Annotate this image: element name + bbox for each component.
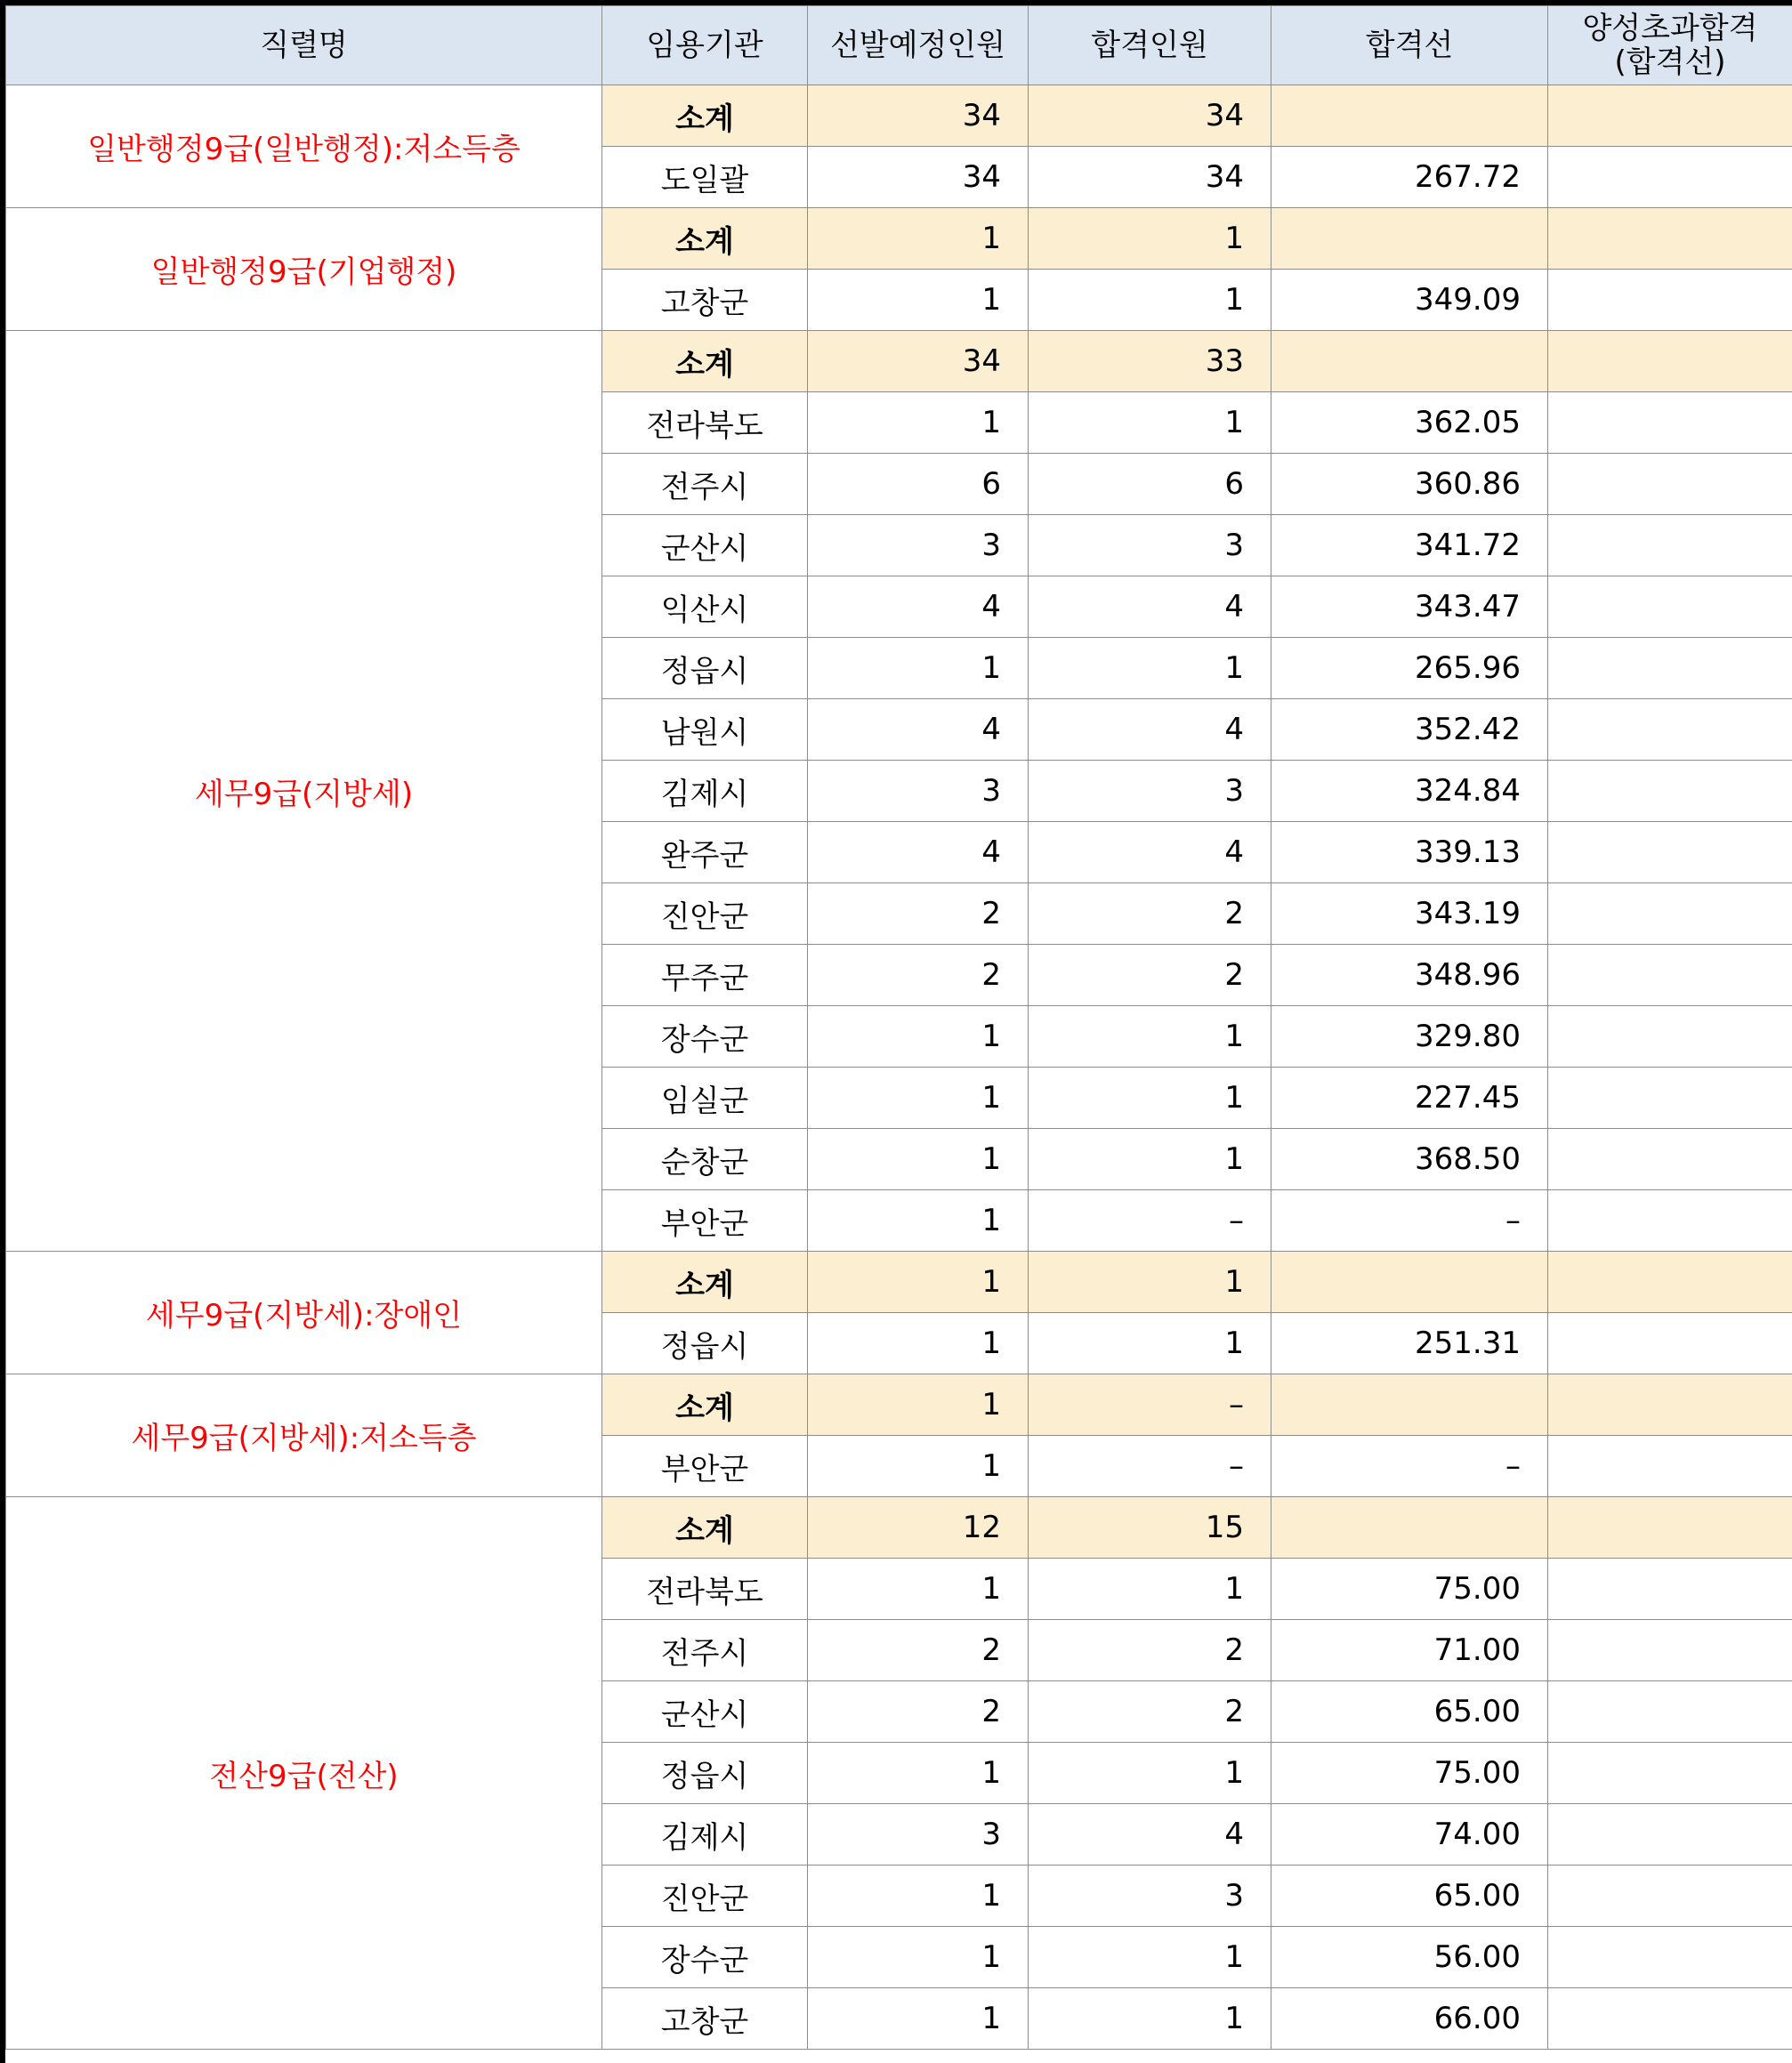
agency-cell: 전라북도 — [602, 1559, 808, 1620]
extra-pass-cell — [1548, 147, 1792, 208]
passed-count-cell: 1 — [1029, 1988, 1271, 2050]
table-row — [6, 331, 1792, 392]
header-row — [6, 6, 1792, 85]
cutoff-score-cell: 362.05 — [1271, 392, 1548, 454]
agency-cell: 소계 — [602, 208, 808, 270]
cutoff-score-cell: 267.72 — [1271, 147, 1548, 208]
agency-cell: 진안군 — [602, 1866, 808, 1927]
cutoff-score-cell: 329.80 — [1271, 1006, 1548, 1068]
cutoff-score-cell: 343.47 — [1271, 576, 1548, 638]
planned-count-cell: 1 — [808, 1988, 1029, 2050]
passed-count-cell: 1 — [1029, 1313, 1271, 1374]
extra-pass-cell — [1548, 761, 1792, 822]
planned-count-cell: 2 — [808, 945, 1029, 1006]
extra-pass-cell — [1548, 822, 1792, 883]
planned-count-cell: 1 — [808, 1927, 1029, 1988]
agency-cell: 진안군 — [602, 883, 808, 945]
extra-pass-cell — [1548, 1866, 1792, 1927]
agency-cell: 정읍시 — [602, 638, 808, 699]
agency-cell: 장수군 — [602, 1927, 808, 1988]
extra-pass-cell — [1548, 1988, 1792, 2050]
passed-count-cell: 6 — [1029, 454, 1271, 515]
planned-count-cell: 3 — [808, 1804, 1029, 1866]
planned-count-cell: 12 — [808, 1497, 1029, 1559]
extra-pass-cell — [1548, 1006, 1792, 1068]
planned-count-cell: 4 — [808, 699, 1029, 761]
passed-count-cell: 34 — [1029, 85, 1271, 147]
planned-count-cell: 1 — [808, 208, 1029, 270]
extra-pass-cell — [1548, 1436, 1792, 1497]
passed-count-cell: 1 — [1029, 208, 1271, 270]
position-name-cell: 일반행정9급(기업행정) — [6, 208, 602, 331]
cutoff-score-cell — [1271, 331, 1548, 392]
passed-count-cell: 4 — [1029, 1804, 1271, 1866]
passed-count-cell: 1 — [1029, 270, 1271, 331]
results-table — [5, 5, 1792, 2050]
passed-count-cell: 1 — [1029, 1927, 1271, 1988]
extra-pass-cell — [1548, 1804, 1792, 1866]
planned-count-cell: 1 — [808, 1559, 1029, 1620]
extra-pass-cell — [1548, 208, 1792, 270]
passed-count-cell: 1 — [1029, 392, 1271, 454]
agency-cell: 소계 — [602, 85, 808, 147]
planned-count-cell: 1 — [808, 638, 1029, 699]
passed-count-cell: 3 — [1029, 515, 1271, 576]
passed-count-cell: 1 — [1029, 1252, 1271, 1313]
table-row — [6, 1374, 1792, 1436]
agency-cell: 소계 — [602, 1497, 808, 1559]
agency-cell: 군산시 — [602, 1681, 808, 1743]
cutoff-score-cell: 349.09 — [1271, 270, 1548, 331]
extra-pass-cell — [1548, 1374, 1792, 1436]
extra-pass-cell — [1548, 1129, 1792, 1190]
extra-pass-cell — [1548, 1620, 1792, 1681]
planned-count-cell: 34 — [808, 85, 1029, 147]
cutoff-score-cell: 75.00 — [1271, 1559, 1548, 1620]
cutoff-score-cell: 227.45 — [1271, 1068, 1548, 1129]
agency-cell: 전라북도 — [602, 392, 808, 454]
cutoff-score-cell: 368.50 — [1271, 1129, 1548, 1190]
agency-cell: 완주군 — [602, 822, 808, 883]
table-body — [6, 85, 1792, 2050]
planned-count-cell: 1 — [808, 1252, 1029, 1313]
agency-cell: 고창군 — [602, 270, 808, 331]
passed-count-cell: 34 — [1029, 147, 1271, 208]
agency-cell: 고창군 — [602, 1988, 808, 2050]
planned-count-cell: 4 — [808, 822, 1029, 883]
agency-cell: 정읍시 — [602, 1743, 808, 1804]
cutoff-score-cell: – — [1271, 1436, 1548, 1497]
passed-count-cell: 1 — [1029, 1068, 1271, 1129]
agency-cell: 남원시 — [602, 699, 808, 761]
planned-count-cell: 1 — [808, 1743, 1029, 1804]
cutoff-score-cell: 66.00 — [1271, 1988, 1548, 2050]
cutoff-score-cell — [1271, 208, 1548, 270]
passed-count-cell: 3 — [1029, 761, 1271, 822]
planned-count-cell: 1 — [808, 1006, 1029, 1068]
planned-count-cell: 1 — [808, 392, 1029, 454]
extra-pass-cell — [1548, 1743, 1792, 1804]
extra-pass-cell — [1548, 515, 1792, 576]
extra-pass-cell — [1548, 1190, 1792, 1252]
extra-pass-cell — [1548, 1497, 1792, 1559]
column-header-extra: 양성초과합격 (합격선) — [1548, 6, 1792, 85]
planned-count-cell: 3 — [808, 761, 1029, 822]
passed-count-cell: 4 — [1029, 576, 1271, 638]
cutoff-score-cell — [1271, 1497, 1548, 1559]
extra-pass-cell — [1548, 1681, 1792, 1743]
cutoff-score-cell: 265.96 — [1271, 638, 1548, 699]
position-name-cell: 세무9급(지방세) — [6, 331, 602, 1252]
agency-cell: 김제시 — [602, 1804, 808, 1866]
agency-cell: 군산시 — [602, 515, 808, 576]
agency-cell: 소계 — [602, 1374, 808, 1436]
cutoff-score-cell: 348.96 — [1271, 945, 1548, 1006]
agency-cell: 전주시 — [602, 454, 808, 515]
passed-count-cell: 3 — [1029, 1866, 1271, 1927]
column-header-cutoff: 합격선 — [1271, 6, 1548, 85]
extra-pass-cell — [1548, 1068, 1792, 1129]
passed-count-cell: 1 — [1029, 1743, 1271, 1804]
planned-count-cell: 2 — [808, 883, 1029, 945]
position-name-cell: 세무9급(지방세):장애인 — [6, 1252, 602, 1374]
planned-count-cell: 6 — [808, 454, 1029, 515]
cutoff-score-cell: 324.84 — [1271, 761, 1548, 822]
agency-cell: 김제시 — [602, 761, 808, 822]
agency-cell: 장수군 — [602, 1006, 808, 1068]
position-name-cell: 세무9급(지방세):저소득층 — [6, 1374, 602, 1497]
cutoff-score-cell: 75.00 — [1271, 1743, 1548, 1804]
agency-cell: 부안군 — [602, 1436, 808, 1497]
passed-count-cell: – — [1029, 1374, 1271, 1436]
cutoff-score-cell: 74.00 — [1271, 1804, 1548, 1866]
column-header-position: 직렬명 — [6, 6, 602, 85]
column-header-passed: 합격인원 — [1029, 6, 1271, 85]
cutoff-score-cell: 360.86 — [1271, 454, 1548, 515]
planned-count-cell: 1 — [808, 1436, 1029, 1497]
column-header-agency: 임용기관 — [602, 6, 808, 85]
passed-count-cell: 4 — [1029, 822, 1271, 883]
extra-pass-cell — [1548, 1252, 1792, 1313]
cutoff-score-cell — [1271, 85, 1548, 147]
extra-pass-cell — [1548, 699, 1792, 761]
cutoff-score-cell: 251.31 — [1271, 1313, 1548, 1374]
cutoff-score-cell: 341.72 — [1271, 515, 1548, 576]
cutoff-score-cell: 56.00 — [1271, 1927, 1548, 1988]
passed-count-cell: – — [1029, 1190, 1271, 1252]
passed-count-cell: 2 — [1029, 1620, 1271, 1681]
extra-pass-cell — [1548, 638, 1792, 699]
extra-pass-cell — [1548, 1313, 1792, 1374]
extra-pass-cell — [1548, 85, 1792, 147]
planned-count-cell: 1 — [808, 1190, 1029, 1252]
cutoff-score-cell: 65.00 — [1271, 1866, 1548, 1927]
agency-cell: 도일괄 — [602, 147, 808, 208]
agency-cell: 부안군 — [602, 1190, 808, 1252]
planned-count-cell: 1 — [808, 1313, 1029, 1374]
agency-cell: 무주군 — [602, 945, 808, 1006]
cutoff-score-cell: 65.00 — [1271, 1681, 1548, 1743]
passed-count-cell: 15 — [1029, 1497, 1271, 1559]
cutoff-score-cell — [1271, 1374, 1548, 1436]
passed-count-cell: 2 — [1029, 883, 1271, 945]
cutoff-score-cell: 343.19 — [1271, 883, 1548, 945]
extra-pass-cell — [1548, 270, 1792, 331]
planned-count-cell: 1 — [808, 270, 1029, 331]
column-header-planned: 선발예정인원 — [808, 6, 1029, 85]
planned-count-cell: 3 — [808, 515, 1029, 576]
passed-count-cell: 2 — [1029, 945, 1271, 1006]
table-row — [6, 1497, 1792, 1559]
planned-count-cell: 1 — [808, 1068, 1029, 1129]
passed-count-cell: 33 — [1029, 331, 1271, 392]
agency-cell: 소계 — [602, 331, 808, 392]
position-name-cell: 전산9급(전산) — [6, 1497, 602, 2050]
planned-count-cell: 4 — [808, 576, 1029, 638]
table-row — [6, 208, 1792, 270]
extra-pass-cell — [1548, 392, 1792, 454]
cutoff-score-cell: 352.42 — [1271, 699, 1548, 761]
planned-count-cell: 1 — [808, 1374, 1029, 1436]
planned-count-cell: 1 — [808, 1866, 1029, 1927]
agency-cell: 익산시 — [602, 576, 808, 638]
agency-cell: 정읍시 — [602, 1313, 808, 1374]
cutoff-score-cell — [1271, 1252, 1548, 1313]
planned-count-cell: 34 — [808, 147, 1029, 208]
extra-pass-cell — [1548, 883, 1792, 945]
passed-count-cell: 1 — [1029, 638, 1271, 699]
planned-count-cell: 1 — [808, 1129, 1029, 1190]
agency-cell: 소계 — [602, 1252, 808, 1313]
passed-count-cell: 2 — [1029, 1681, 1271, 1743]
table-row — [6, 85, 1792, 147]
extra-pass-cell — [1548, 1559, 1792, 1620]
passed-count-cell: – — [1029, 1436, 1271, 1497]
agency-cell: 순창군 — [602, 1129, 808, 1190]
passed-count-cell: 1 — [1029, 1129, 1271, 1190]
cutoff-score-cell: 339.13 — [1271, 822, 1548, 883]
extra-pass-cell — [1548, 454, 1792, 515]
table-row — [6, 1252, 1792, 1313]
cutoff-score-cell: – — [1271, 1190, 1548, 1252]
extra-pass-cell — [1548, 945, 1792, 1006]
extra-pass-cell — [1548, 1927, 1792, 1988]
extra-pass-cell — [1548, 331, 1792, 392]
passed-count-cell: 1 — [1029, 1559, 1271, 1620]
passed-count-cell: 4 — [1029, 699, 1271, 761]
planned-count-cell: 34 — [808, 331, 1029, 392]
passed-count-cell: 1 — [1029, 1006, 1271, 1068]
extra-pass-cell — [1548, 576, 1792, 638]
cutoff-score-cell: 71.00 — [1271, 1620, 1548, 1681]
planned-count-cell: 2 — [808, 1620, 1029, 1681]
position-name-cell: 일반행정9급(일반행정):저소득층 — [6, 85, 602, 208]
planned-count-cell: 2 — [808, 1681, 1029, 1743]
agency-cell: 전주시 — [602, 1620, 808, 1681]
agency-cell: 임실군 — [602, 1068, 808, 1129]
